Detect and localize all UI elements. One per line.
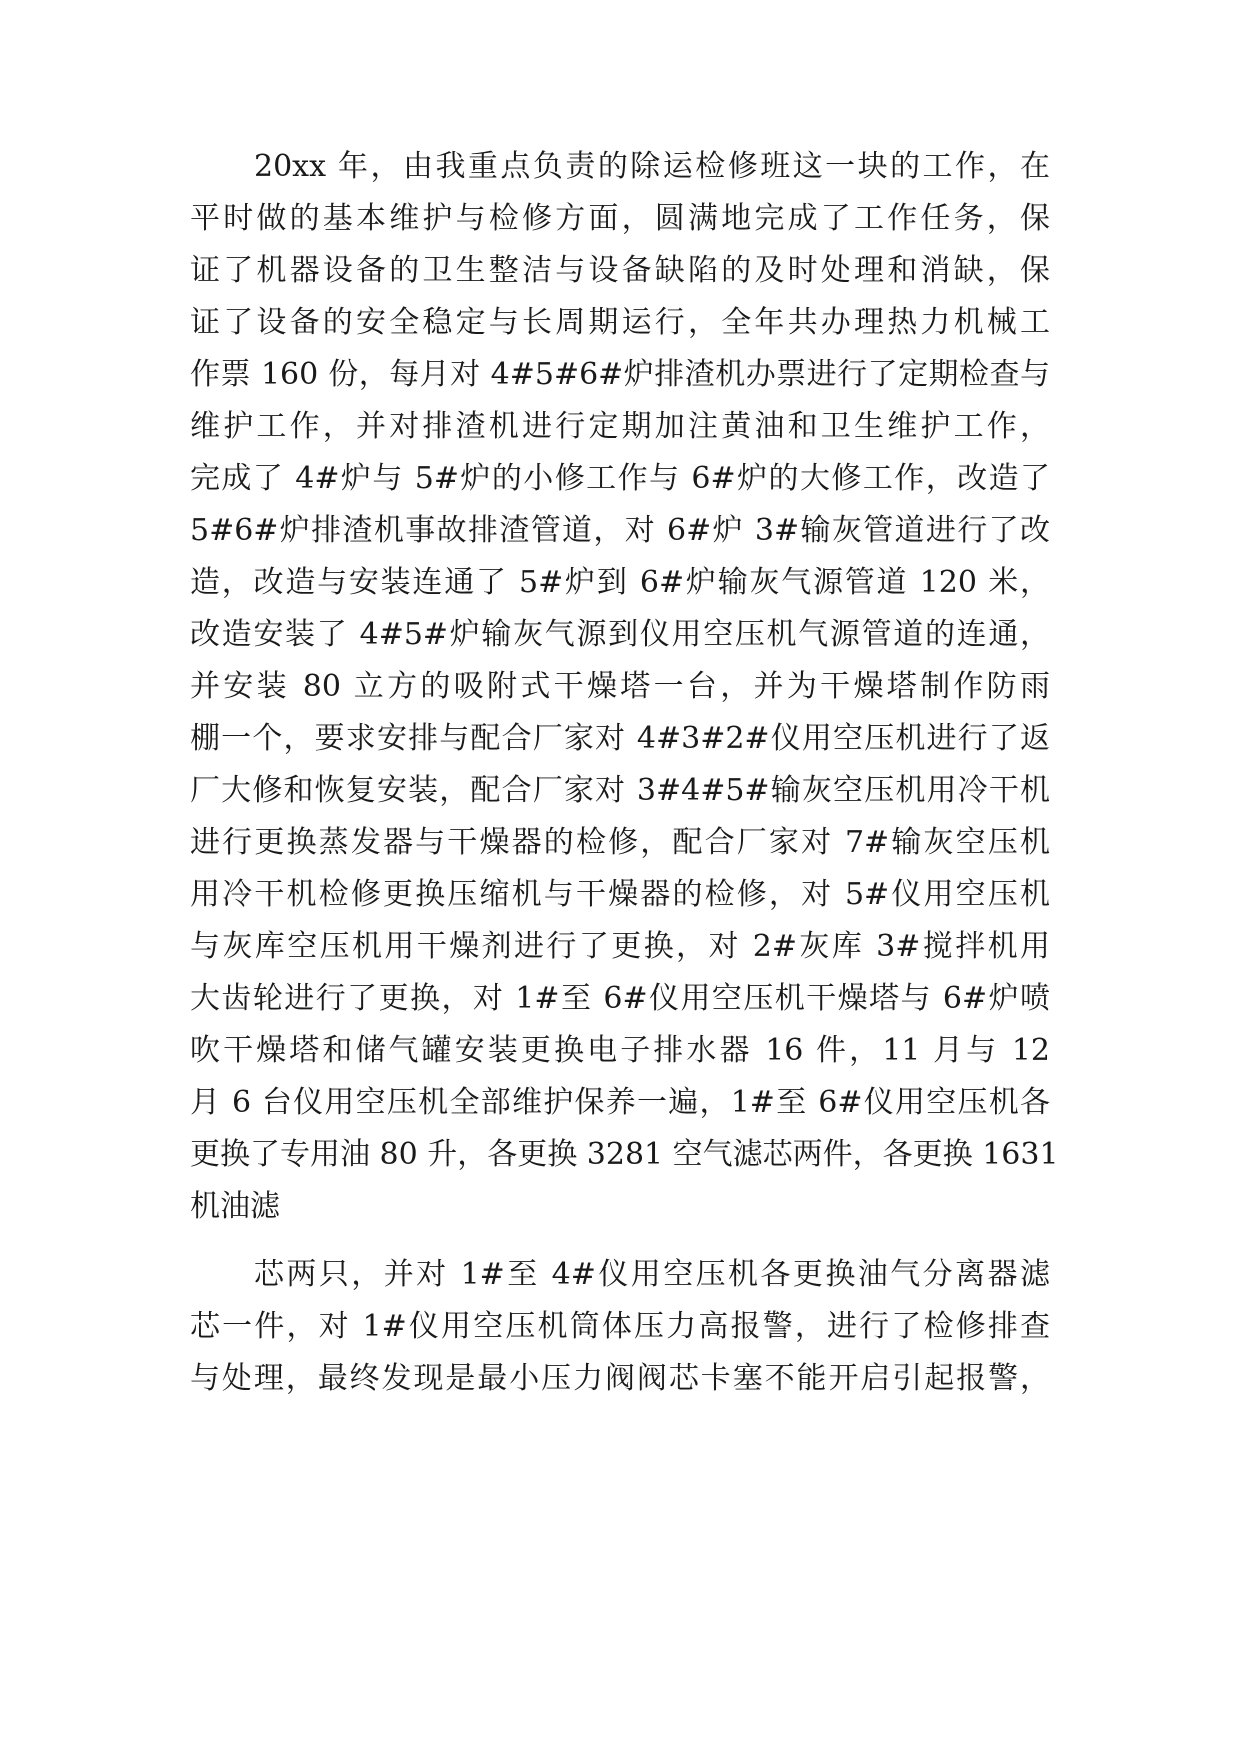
paragraph-1-line-7: 完成了 4#炉与 5#炉的小修工作与 6#炉的大修工作，改造了 [190,461,1050,496]
paragraph-1-line-18: 吹干燥塔和储气罐安装更换电子排水器 16 件，11 月与 12 [190,1033,1050,1068]
paragraph-1-line-19: 月 6 台仪用空压机全部维护保养一遍，1#至 6#仪用空压机各 [190,1085,1050,1120]
paragraph-1-line-8: 5#6#炉排渣机事故排渣管道，对 6#炉 3#输灰管道进行了改 [190,513,1050,548]
paragraph-1-line-2: 平时做的基本维护与检修方面，圆满地完成了工作任务，保 [190,201,1050,236]
paragraph-1-line-12: 棚一个，要求安排与配合厂家对 4#3#2#仪用空压机进行了返 [190,721,1050,756]
paragraph-1-line-10: 改造安装了 4#5#炉输灰气源到仪用空压机气源管道的连通， [190,617,1050,652]
paragraph-2-line-1: 芯两只，并对 1#至 4#仪用空压机各更换油气分离器滤 [254,1257,1050,1292]
paragraph-2-line-3: 与处理，最终发现是最小压力阀阀芯卡塞不能开启引起报警， [190,1361,1050,1396]
paragraph-1-line-11: 并安装 80 立方的吸附式干燥塔一台，并为干燥塔制作防雨 [190,669,1050,704]
paragraph-1-line-9: 造，改造与安装连通了 5#炉到 6#炉输灰气源管道 120 米， [190,565,1050,600]
paragraph-1-line-6: 维护工作，并对排渣机进行定期加注黄油和卫生维护工作， [190,409,1050,444]
paragraph-1-line-15: 用冷干机检修更换压缩机与干燥器的检修，对 5#仪用空压机 [190,877,1050,912]
paragraph-1-line-20: 更换了专用油 80 升，各更换 3281 空气滤芯两件，各更换 1631 [190,1137,1059,1172]
paragraph-1-line-3: 证了机器设备的卫生整洁与设备缺陷的及时处理和消缺，保 [190,253,1050,288]
paragraph-1-line-1: 20xx 年，由我重点负责的除运检修班这一块的工作，在 [254,149,1050,184]
paragraph-1-line-13: 厂大修和恢复安装，配合厂家对 3#4#5#输灰空压机用冷干机 [190,773,1050,808]
paragraph-1-line-21: 机油滤 [190,1189,280,1224]
paragraph-1-line-4: 证了设备的安全稳定与长周期运行，全年共办理热力机械工 [190,305,1050,340]
paragraph-1-line-17: 大齿轮进行了更换，对 1#至 6#仪用空压机干燥塔与 6#炉喷 [190,981,1050,1016]
paragraph-2-line-2: 芯一件，对 1#仪用空压机筒体压力高报警，进行了检修排查 [190,1309,1050,1344]
paragraph-1-line-5: 作票 160 份，每月对 4#5#6#炉排渣机办票进行了定期检查与 [190,357,1050,392]
paragraph-1-line-16: 与灰库空压机用干燥剂进行了更换，对 2#灰库 3#搅拌机用 [190,929,1050,964]
paragraph-1-line-14: 进行更换蒸发器与干燥器的检修，配合厂家对 7#输灰空压机 [190,825,1050,860]
